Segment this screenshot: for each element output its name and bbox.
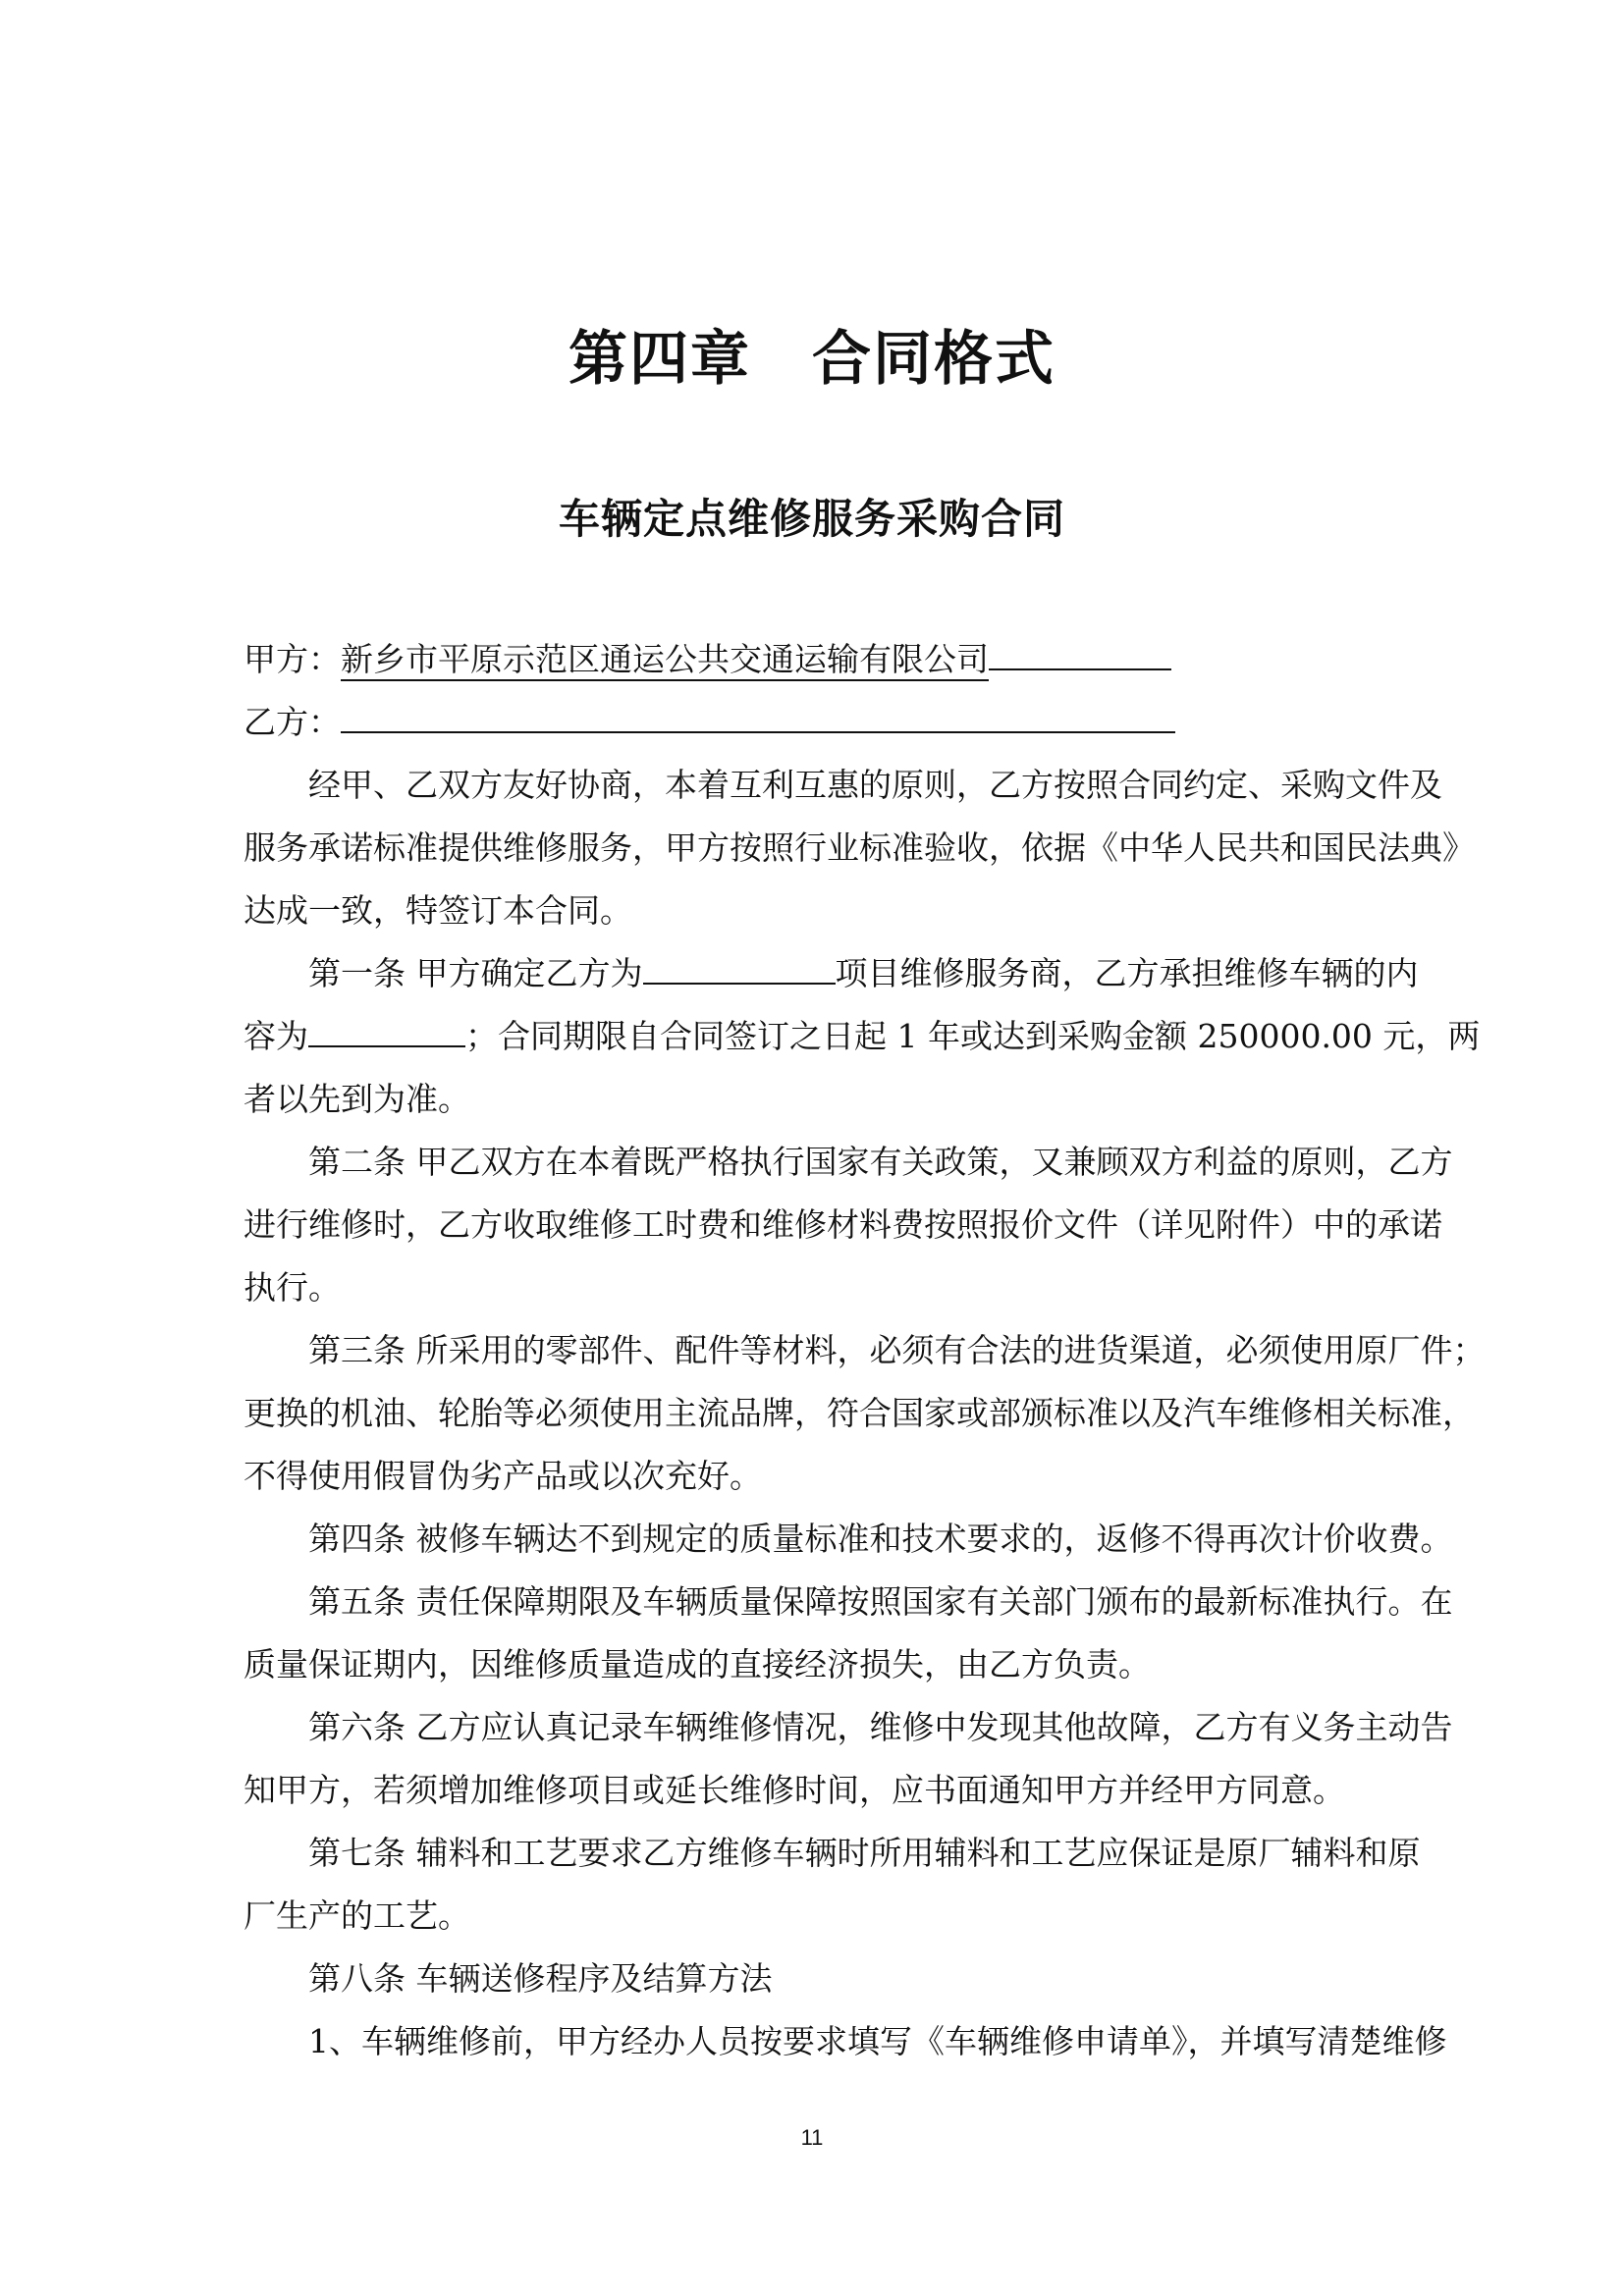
article-8-line: 1、车辆维修前，甲方经办人员按要求填写《车辆维修申请单》，并填写清楚维修 [308,2022,1447,2060]
page-number: 11 [800,2125,824,2150]
article-6-line: 知甲方，若须增加维修项目或延长维修时间，应书面通知甲方并经甲方同意。 [244,1771,1345,1809]
party-a-underline [989,629,1171,670]
article-7-line: 第七条 辅料和工艺要求乙方维修车辆时所用辅料和工艺应保证是原厂辅料和原 [308,1834,1421,1872]
contract-title: 车辆定点维修服务采购合同 [558,495,1065,543]
party-a-label: 甲方： [244,640,341,678]
article-1-line [244,1005,1481,1068]
article-1-text: 项目维修服务商，乙方承担维修车辆的内 [835,954,1419,992]
article-1-line: 者以先到为准。 [244,1080,470,1118]
project-name-blank [643,943,836,985]
preamble-line: 服务承诺标准提供维修服务，甲方按照行业标准验收，依据《中华人民共和国民法典》 [244,828,1475,867]
article-2-line: 第二条 甲乙双方在本着既严格执行国家有关政策，又兼顾双方利益的原则，乙方 [308,1143,1453,1181]
article-3-line: 更换的机油、轮胎等必须使用主流品牌，符合国家或部颁标准以及汽车维修相关标准， [244,1394,1475,1432]
article-3-line: 不得使用假冒伪劣产品或以次充好。 [244,1457,762,1495]
party-a-line [244,628,1459,691]
vehicle-content-blank [308,1006,465,1047]
party-a-name: 新乡市平原示范区通运公共交通运输有限公司 [341,640,989,681]
article-2-line: 执行。 [244,1268,341,1307]
article-5-line: 质量保证期内，因维修质量造成的直接经济损失，由乙方负责。 [244,1645,1151,1683]
preamble-line: 经甲、乙双方友好协商，本着互利互惠的原则，乙方按照合同约定、采购文件及 [308,766,1442,804]
party-b-line [244,691,1459,754]
chapter-title: 第四章 合同格式 [568,325,1056,394]
article-7-line: 厂生产的工艺。 [244,1896,470,1935]
article-1-line [244,942,1459,1005]
article-3-line: 第三条 所采用的零部件、配件等材料，必须有合法的进货渠道，必须使用原厂件； [308,1331,1486,1369]
party-b-blank [341,692,1175,733]
article-1-text: ；合同期限自合同签订之日起 1 年或达到采购金额 250000.00 元，两 [465,1017,1481,1055]
article-1-text: 容为 [244,1017,308,1055]
article-5-line: 第五条 责任保障期限及车辆质量保障按照国家有关部门颁布的最新标准执行。在 [308,1582,1453,1621]
article-2-line: 进行维修时，乙方收取维修工时费和维修材料费按照报价文件（详见附件）中的承诺 [244,1205,1442,1244]
preamble-line: 达成一致，特签订本合同。 [244,891,632,930]
article-1-text: 第一条 甲方确定乙方为 [308,954,643,992]
article-8-line: 第八条 车辆送修程序及结算方法 [308,1959,773,1998]
article-4-line: 第四条 被修车辆达不到规定的质量标准和技术要求的，返修不得再次计价收费。 [308,1520,1453,1558]
party-b-label: 乙方： [244,703,341,741]
contract-body [244,628,1486,2073]
article-6-line: 第六条 乙方应认真记录车辆维修情况，维修中发现其他故障，乙方有义务主动告 [308,1708,1453,1746]
